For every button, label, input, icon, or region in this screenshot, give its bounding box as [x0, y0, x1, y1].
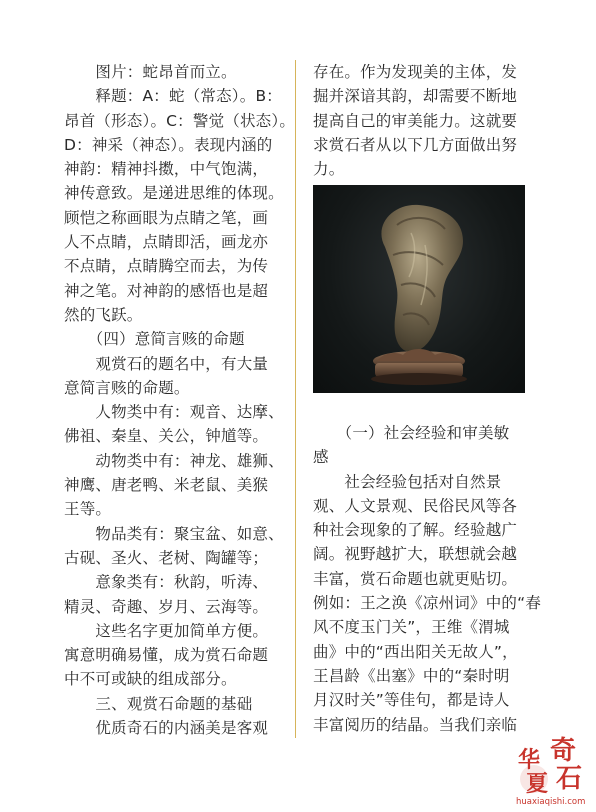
text-line: 物品类有：聚宝盆、如意、 [64, 524, 284, 543]
text-line: 人物类中有：观音、达摩、 [64, 403, 284, 422]
section-heading: （一）社会经验和审美敏 [313, 424, 510, 442]
text-line: 寓意明确易懂，成为赏石命题 [64, 646, 269, 665]
text-line: 观、人文景观、民俗民风等各 [313, 496, 518, 515]
section-heading: （四）意简言赅的命题 [64, 330, 245, 349]
text-line: 丰富阅历的结晶。当我们亲临 [313, 715, 518, 734]
text-line: 神韵：精神抖擞，中气饱满， [64, 160, 269, 179]
text-line: 丰富，赏石命题也就更贴切。 [313, 569, 518, 588]
text-line: 风不度玉门关”，王维《渭城 [313, 618, 510, 637]
text-line: 力。 [313, 160, 345, 179]
text-line: 精灵、奇趣、岁月、云海等。 [64, 597, 269, 616]
text-line: 神之笔。对神韵的感悟也是超 [64, 281, 269, 300]
text-line: 阔。视野越扩大，联想就会越 [313, 545, 518, 564]
text-line: 不点睛，点睛腾空而去，为传 [64, 257, 269, 276]
text-line: 意简言赅的命题。 [64, 378, 190, 397]
text-line: 图片：蛇昂首而立。 [64, 63, 237, 81]
stone-photo [313, 185, 525, 393]
text-line: 佛祖、秦皇、关公，钟馗等。 [64, 427, 269, 446]
text-line: 古砚、圣火、老树、陶罐等； [64, 548, 269, 567]
column-divider [295, 60, 296, 738]
text-line: 意象类有：秋韵，听涛、 [64, 573, 269, 592]
text-line: 例如：王之涣《凉州词》中的“春 [313, 594, 542, 613]
text-line: 曲》中的“西出阳关无故人”， [313, 642, 518, 661]
text-line: 掘并深谙其韵，却需要不断地 [313, 87, 518, 106]
text-line: 动物类中有：神龙、雄狮、 [64, 451, 284, 470]
text-line: 求赏石者从以下几方面做出努 [313, 135, 518, 154]
text-line: 社会经验包括对自然景 [313, 472, 502, 491]
watermark-char: 石 [556, 764, 583, 794]
left-column [64, 60, 296, 740]
right-column-top [313, 60, 535, 181]
text-line: 优质奇石的内涵美是客观 [64, 719, 269, 738]
text-line: 昂首（形态）。C：警觉（状态）。 [64, 111, 296, 130]
text-line: 中不可或缺的组成部分。 [64, 670, 237, 689]
text-line: 释题：A：蛇（常态）。B： [64, 87, 282, 106]
text-line: 月汉时关”等佳句，都是诗人 [313, 691, 510, 710]
watermark-char: 奇 [550, 736, 577, 766]
section-heading: 三、观赏石命题的基础 [64, 694, 253, 713]
text-line: 王等。 [64, 500, 112, 519]
text-line: D：神采（神态）。表现内涵的 [64, 135, 273, 154]
text-line: 顾恺之称画眼为点睛之笔，画 [64, 208, 269, 227]
watermark-char: 华 [518, 748, 541, 773]
text-line: 这些名字更加简单方便。 [64, 621, 269, 640]
watermark-url: huaxiaqishi.com [516, 797, 586, 807]
text-line: 提高自己的审美能力。这就要 [313, 111, 518, 130]
watermark-char: 夏 [526, 772, 549, 797]
text-line: 神传意致。是递进思维的体现。 [64, 184, 284, 203]
section-heading: 感 [313, 448, 329, 467]
right-column-bottom [313, 421, 542, 737]
text-line: 神鹰、唐老鸭、米老鼠、美猴 [64, 476, 269, 495]
text-line: 人不点睛，点睛即活，画龙亦 [64, 233, 269, 252]
text-line: 然的飞跃。 [64, 305, 143, 324]
text-line: 种社会现象的了解。经验越广 [313, 521, 518, 540]
site-watermark-logo [514, 733, 596, 808]
text-line: 存在。作为发现美的主体，发 [313, 63, 518, 81]
stone-illustration [313, 185, 525, 393]
text-line: 观赏石的题名中，有大量 [64, 354, 269, 373]
text-line: 王昌龄《出塞》中的“秦时明 [313, 666, 510, 685]
